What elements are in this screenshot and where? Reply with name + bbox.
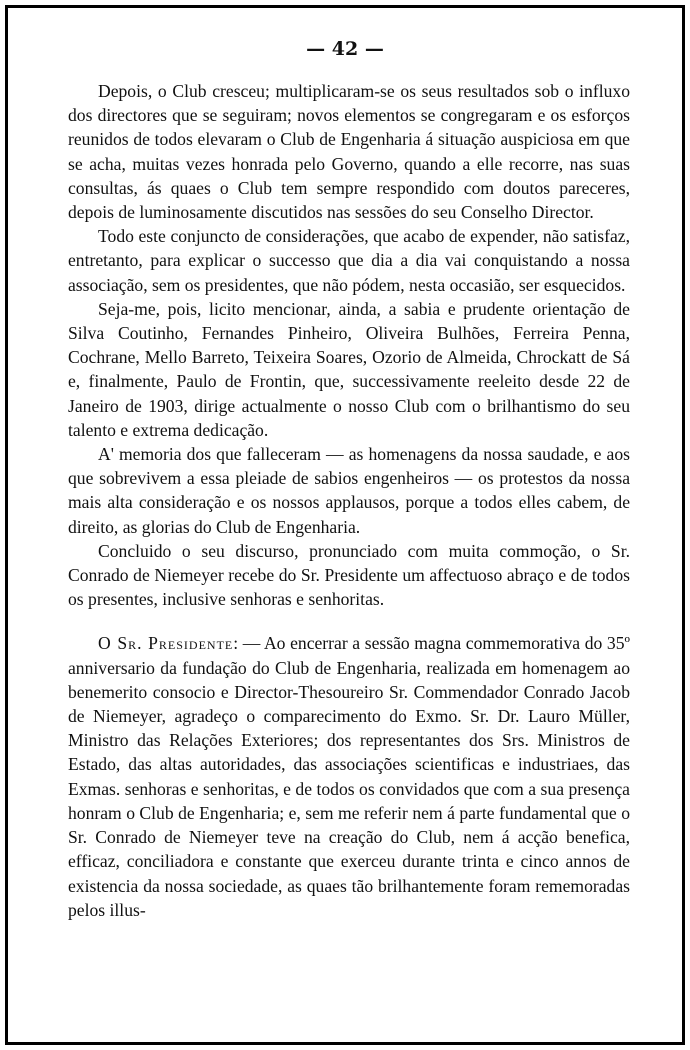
- paragraph-club-growth: Depois, o Club cresceu; multiplicaram-se os seus resultados sob o influxo dos directores que se seguiram; novos elementos se congregaram e os esforços reunidos de todos elevaram o Club de Engenharia á situação auspiciosa em que se acha, muitas vezes honrada pelo Governo, quando a elle recorre, nas suas consultas, ás quaes o Club tem sempre respondido com doutos pareceres, depois de luminosamente discutidos nas sessões do seu Conselho Director.: [68, 81, 630, 223]
- body-text: [68, 79, 630, 922]
- paragraph-presidents: Seja-me, pois, licito mencionar, ainda, a sabia e prudente orientação de Silva Coutinho, Fernandes Pinheiro, Oliveira Bulhões, Ferreira Penna, Cochrane, Mello Barreto, Teixeira Soares, Ozorio de Almeida, Chrockatt de Sá e, finalmente, Paulo de Frontin, que, successivamente reeleito desde 22 de Janeiro de 1903, dirige actualmente o nosso Club com o brilhantismo do seu talento e extrema dedicação.: [68, 298, 630, 440]
- paragraph-considerations: Todo este conjuncto de considerações, que acabo de expender, não satisfaz, entretanto, para explicar o successo que dia a dia vai conquistando a nossa associação, sem os presidentes, que não pódem, nesta occasião, ser esquecidos.: [68, 226, 630, 295]
- page-border: [5, 5, 685, 1045]
- page-number: — 42 —: [306, 38, 384, 60]
- speech-text: — Ao encerrar a sessão magna commemorativa do 35º anniversario da fundação do Club de Engenharia, realizada em homenagem ao benemerito consocio e Director-Thesoureiro Sr. Commendador Conrado Jacob de Niemeyer, agradeço o comparecimento do Exmo. Sr. Dr. Lauro Müller, Ministro das Relações Exteriores; dos representantes dos Srs. Ministros de Estado, das altas autoridades, das associações scientificas e industriaes, das Exmas. senhoras e senhoritas, e de todos os convidados que com a sua presença honram o Club de Engenharia; e, sem me referir nem á parte fundamental que o Sr. Conrado de Niemeyer teve na creação do Club, nem á acção benefica, efficaz, conciliadora e constante que exerceu durante trinta e cinco annos de existencia da nossa sociedade, as quaes tão brilhantemente foram rememoradas pelos illus-: [68, 633, 630, 920]
- speaker-colon: :: [233, 633, 239, 654]
- paragraph-president-speech: [68, 631, 630, 921]
- speaker-label: O Sr. Presidente: [98, 633, 234, 654]
- paragraph-conclusion: Concluido o seu discurso, pronunciado com muita commoção, o Sr. Conrado de Niemeyer recebe do Sr. Presidente um affectuoso abraço e de todos os presentes, inclusive senhoras e senhoritas.: [68, 540, 630, 610]
- paragraph-memory: A' memoria dos que falleceram — as homenagens da nossa saudade, e aos que sobrevivem a essa pleiade de sabios engenheiros — os protestos da nossa mais alta consideração e os nossos applausos, porque a todos elles cabem, de direito, as glorias do Club de Engenharia.: [68, 444, 630, 537]
